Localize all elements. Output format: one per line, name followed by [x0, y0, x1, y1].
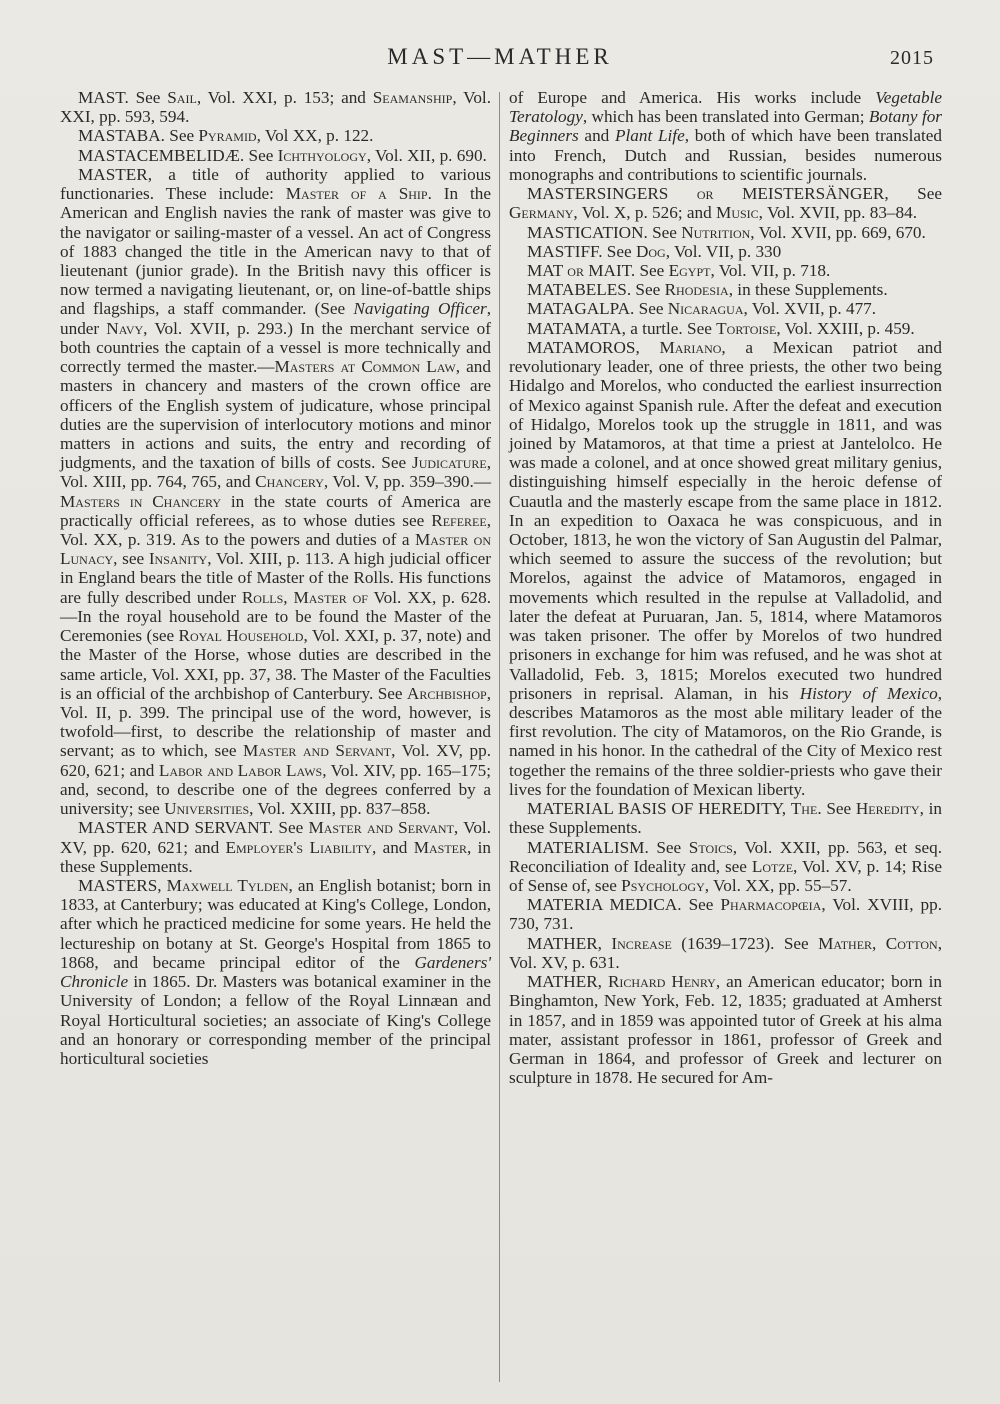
- entry-mastersingers: MASTERSINGERS or MEISTERSÄNGER, See Germany, Vol. X, p. 526; and Music, Vol. XVII, pp. 83–84.: [509, 184, 942, 223]
- page-number: 2015: [890, 47, 934, 69]
- entry-master-and-servant: MASTER AND SERVANT. See Master and Servant, Vol. XV, pp. 620, 621; and Employer's Liability, and Master, in these Supplements.: [60, 818, 492, 876]
- entry-mather-richard: MATHER, Richard Henry, an American educator; born in Binghamton, New York, Feb. 12, 1835; graduated at Amherst in 1857, and in 1859 was appointed tutor of Greek at his alma mater, assistant professor in 1861, professor of Greek and German in 1864, and professor of Greek and lecturer on sculpture in 1878. He secured for Am-: [509, 972, 942, 1088]
- entry-matagalpa: MATAGALPA. See Nicaragua, Vol. XVII, p. 477.: [527, 299, 877, 319]
- column-divider: [499, 92, 500, 1382]
- entry-master: MASTER, a title of authority applied to various functionaries. These include: Master of a Ship. In the American and English navies the rank of master was give to the navigator or sailing-master of a vessel. An act of Congress of 1883 changed the title in the American navy to that of lieutenant (junior grade). In the British navy this officer is now termed a navigating lieutenant, or, on line-of-battle ships and flagships, a staff commander. (See Navigating Officer, under Navy, Vol. XVII, p. 293.) In the merchant service of both countries the captain of a vessel is more technically and correctly termed the master.—Masters at Common Law, and masters in chancery and masters of the crown office are officers of the English system of judicature, whose principal duties are the supervision of interlocutory motions and minor matters in actions and suits, the entry and recording of judgments, and the taxation of bills of costs. See Judicature, Vol. XIII, pp. 764, 765, and Chancery, Vol. V, pp. 359–390.—Masters in Chancery in the state courts of America are practically official referees, as to whose duties see Referee, Vol. XX, p. 319. As to the powers and duties of a Master on Lunacy, see Insanity, Vol. XIII, p. 113. A high judicial officer in England bears the title of Master of the Rolls. His functions are fully described under Rolls, Master of Vol. XX, p. 628. —In the royal household are to be found the Master of the Ceremonies (see Royal Household, Vol. XXI, p. 37, note) and the Master of the Horse, whose duties are described in the same article, Vol. XXI, pp. 37, 38. The Master of the Faculties is an official of the archbishop of Canterbury. See Archbishop, Vol. II, p. 399. The principal use of the word, however, is twofold—first, to describe the relationship of master and servant; as to which, see Master and Servant, Vol. XV, pp. 620, 621; and Labor and Labor Laws, Vol. XIV, pp. 165–175; and, second, to describe one of the degrees conferred by a university; see Universities, Vol. XXIII, pp. 837–858.: [60, 164, 492, 819]
- entry-matabeles: MATABELES. See Rhodesia, in these Supplements.: [527, 280, 888, 300]
- entry-mat: MAT or MAIT. See Egypt, Vol. VII, p. 718.: [527, 260, 831, 280]
- entry-mather-increase: MATHER, Increase (1639–1723). See Mather, Cotton, Vol. XV, p. 631.: [509, 933, 942, 972]
- entry-mastiff: MASTIFF. See Dog, Vol. VII, p. 330: [527, 241, 782, 261]
- entry-masters: MASTERS, Maxwell Tylden, an English botanist; born in 1833, at Canterbury; was educated at King's College, London, after which he practiced medicine for some years. He held the lectureship on botany at St. George's Hospital from 1865 to 1868, and became principal editor of the Gardeners' Chronicle in 1865. Dr. Masters was botanical examiner in the University of London; a fellow of the Royal Linnæan and Royal Horticultural societies; an associate of King's College and an honorary or corresponding member of the principal horticultural societies: [60, 875, 491, 1068]
- running-title: MAST—MATHER: [387, 44, 613, 69]
- entry-mastacembelidae: MASTACEMBELIDÆ. See Ichthyology, Vol. XII, p. 690.: [78, 145, 487, 165]
- entry-material-basis: MATERIAL BASIS OF HEREDITY, The. See Heredity, in these Supplements.: [509, 799, 942, 838]
- page-header: [60, 44, 940, 76]
- entry-matamata: MATAMATA, a turtle. See Tortoise, Vol. XXIII, p. 459.: [527, 318, 915, 338]
- entry-mastication: MASTICATION. See Nutrition, Vol. XVII, pp. 669, 670.: [527, 222, 926, 242]
- entry-mastaba: MASTABA. See Pyramid, Vol XX, p. 122.: [78, 126, 374, 146]
- entry-masters-cont: of Europe and America. His works include Vegetable Teratology, which has been translated into German; Botany for Beginners and Plant Life, both of which have been translated into French, Dutch and Russian, besides numerous monographs and contributions to scientific journals.: [509, 88, 942, 184]
- right-column: [509, 88, 942, 1087]
- entry-materia-medica: MATERIA MEDICA. See Pharmacopœia, Vol. XVIII, pp. 730, 731.: [509, 895, 943, 934]
- entry-mast: MAST. See Sail, Vol. XXI, p. 153; and Seamanship, Vol. XXI, pp. 593, 594.: [60, 88, 491, 127]
- left-column: [60, 88, 491, 1068]
- entry-matamoros: MATAMOROS, Mariano, a Mexican patriot and revolutionary leader, one of three priests, the other two being Hidalgo and Morelos, who conducted the earliest insurrection of Mexico against Spanish rule. After the defeat and execution of Hidalgo, Morelos took up the struggle in 1811, and was joined by Matamoros, at that time a priest at Jantelolco. He was made a colonel, and at once showed great military genius, distinguishing himself especially in the heroic defense of Cuautla and the masterly escape from the same place in 1812. In an expedition to Oaxaca he was conspicuous, and in October, 1813, he won the victory of San Augustin del Palmar, which seemed to assure the success of the revolution; but Morelos, against the advice of Matamoros, engaged in movements which resulted in the repulse at Valladolid, and later the defeat at Puruaran, Jan. 5, 1814, where Matamoros was taken prisoner. The offer by Morelos of two hundred prisoners in exchange for him was refused, and he was shot at Valladolid, Feb. 3, 1815; Morelos executed two hundred prisoners in reprisal. Alaman, in his History of Mexico, describes Matamoros as the most able military leader of the first revolution. The city of Matamoros, on the Rio Grande, is named in his honor. In the cathedral of the City of Mexico rest together the remains of the three soldier-priests who gave their lives for the foundation of Mexican liberty.: [509, 337, 942, 799]
- entry-materialism: MATERIALISM. See Stoics, Vol. XXII, pp. 563, et seq. Reconciliation of Ideality and, see Lotze, Vol. XV, p. 14; Rise of Sense of, see Psychology, Vol. XX, pp. 55–57.: [509, 837, 943, 895]
